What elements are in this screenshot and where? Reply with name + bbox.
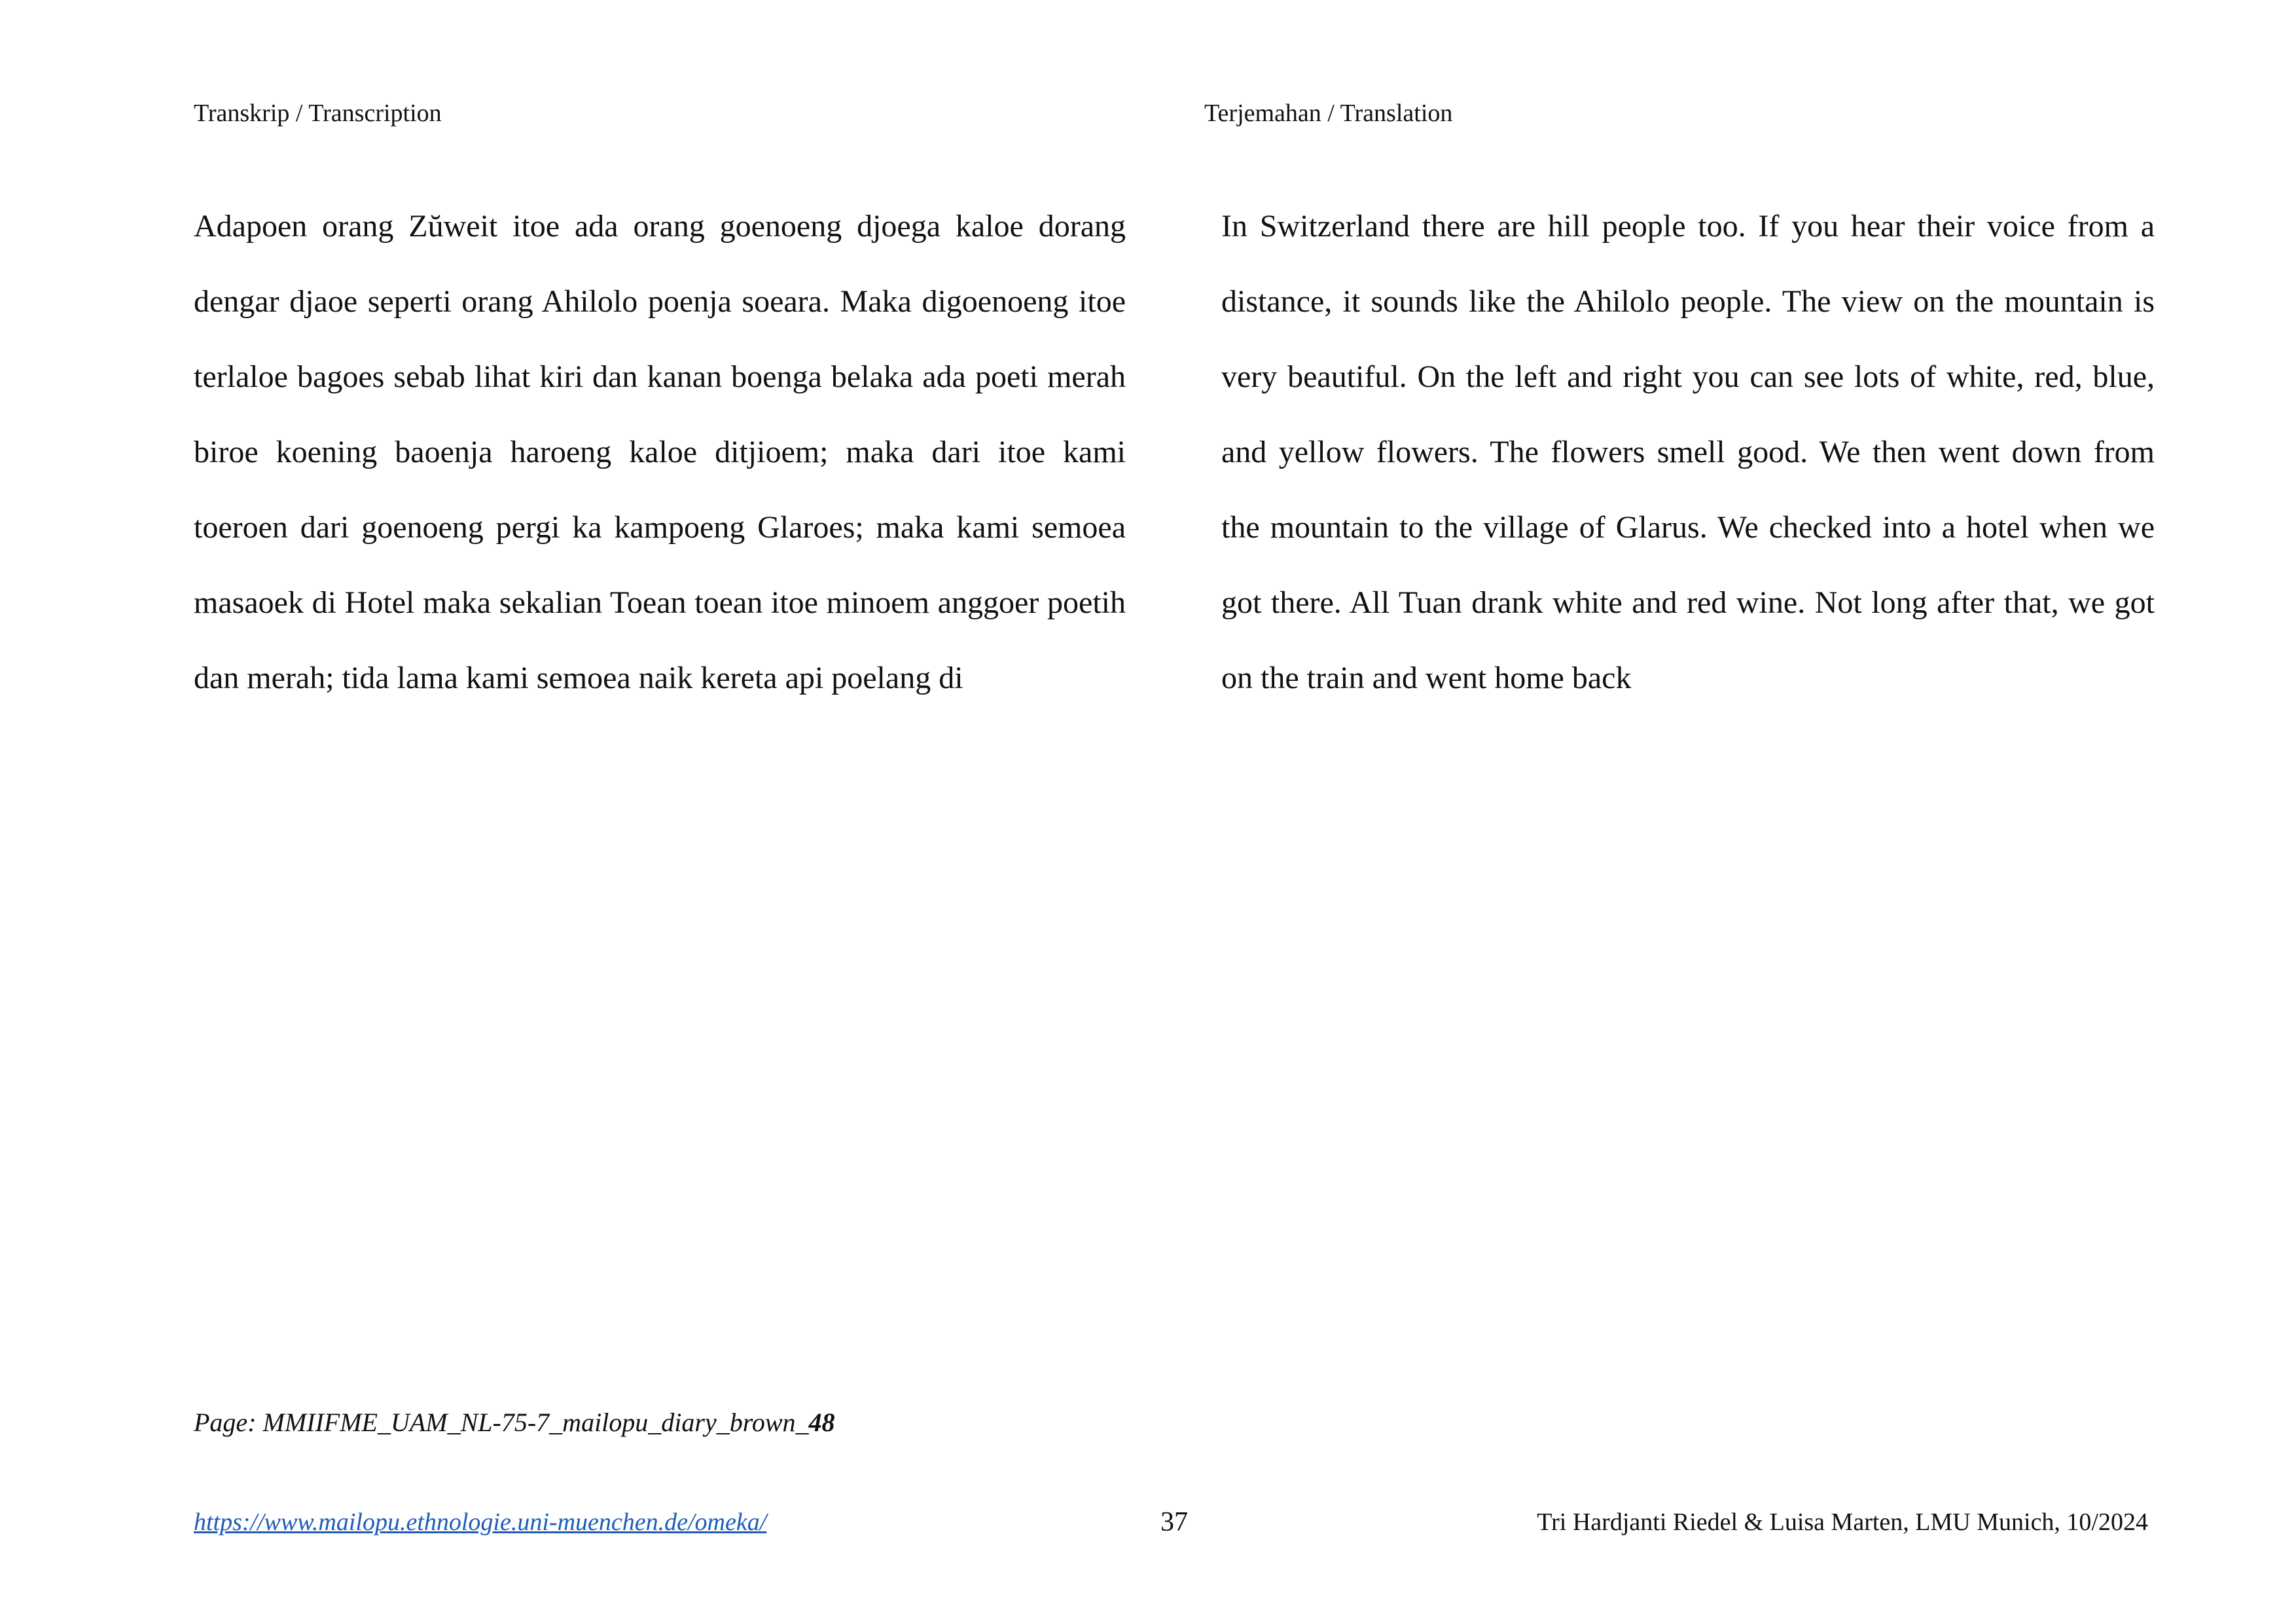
page-number: 37 — [1160, 1507, 1188, 1537]
page-reference — [194, 1406, 835, 1439]
transcription-heading: Transkrip / Transcription — [194, 100, 442, 127]
translation-heading: Terjemahan / Translation — [1204, 100, 1453, 127]
transcription-text: Adapoen orang Zŭweit itoe ada orang goenoeng djoega kaloe dorang dengar djaoe seperti orang Ahilolo poenja soeara. Maka digoenoeng itoe terlaloe bagoes sebab lihat kiri dan kanan boenga belaka ada poeti merah biroe koening baoenja haroeng kaloe ditjioem; maka dari itoe kami toeroen dari goenoeng pergi ka kampoeng Glaroes; maka kami semoea masaoek di Hotel maka sekalian Toean toean itoe minoem anggoer poetih dan merah; tida lama kami semoea naik kereta api poelang di — [194, 209, 1126, 695]
credit-line: Tri Hardjanti Riedel & Luisa Marten, LMU Munich, 10/2024 — [1537, 1508, 2148, 1536]
translation-text: In Switzerland there are hill people too. If you hear their voice from a distance, it sounds like the Ahilolo people. The view on the mountain is very beautiful. On the left and right you can see lots of white, red, blue, and yellow flowers. The flowers smell good. We then went down from the mountain to the village of Glarus. We checked into a hotel when we got there. All Tuan drank white and red wine. Not long after that, we got on the train and went home back — [1221, 209, 2155, 695]
page-reference-number: 48 — [808, 1408, 835, 1437]
omeka-link[interactable]: https://www.mailopu.ethnologie.uni-muenchen.de/omeka/ — [194, 1508, 767, 1536]
page-reference-prefix: Page: MMIIFME_UAM_NL-75-7_mailopu_diary_brown_ — [194, 1408, 809, 1437]
